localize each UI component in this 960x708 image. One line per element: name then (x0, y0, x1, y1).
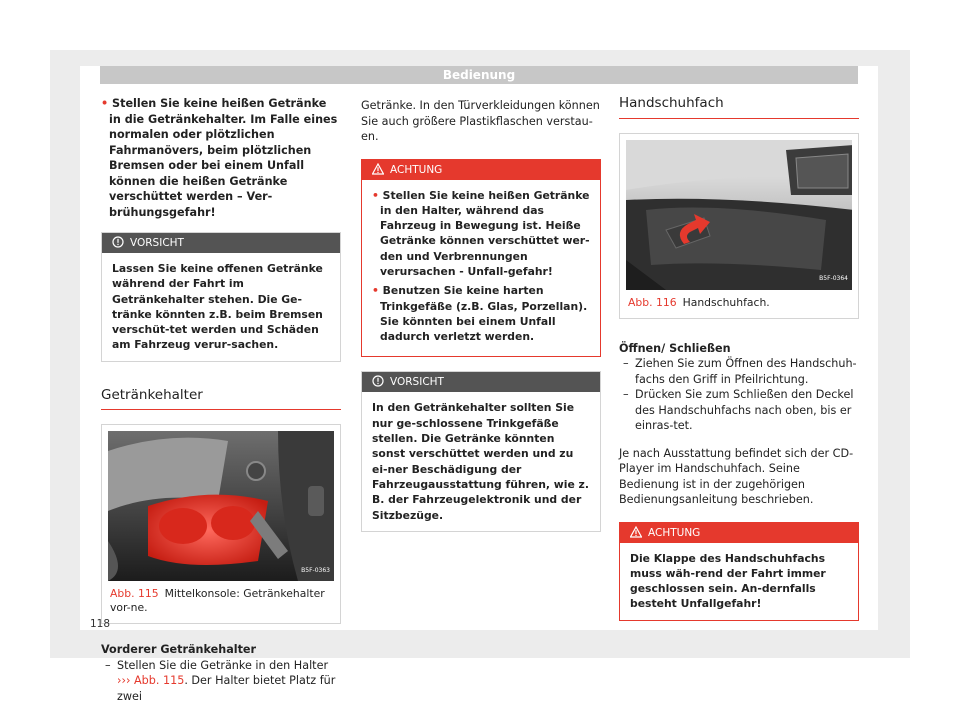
instruction-step (101, 658, 341, 705)
image-code: B5F-0363 (301, 566, 330, 574)
step-text: Stellen Sie die Getränke in den Halter (117, 658, 329, 672)
section-title-handschuhfach: Handschuhfach (619, 96, 859, 119)
instruction-step: – Ziehen Sie zum Öffnen des Handschuh-fachs den Griff in Pfeilrichtung. (619, 356, 859, 387)
photo-glove-box (626, 140, 852, 290)
figure-link-arrow: ››› (117, 674, 131, 688)
vorsicht-label: VORSICHT (390, 376, 444, 389)
step-text-continued: . Der Halter bietet Platz für zwei (117, 674, 336, 703)
bullet-dot: • (101, 97, 113, 110)
figure-caption (102, 581, 340, 623)
column-1 (101, 96, 341, 704)
achtung-item (372, 188, 590, 280)
figure-caption (620, 290, 858, 318)
achtung-label: ACHTUNG (390, 163, 443, 176)
warning-triangle-icon (372, 163, 384, 175)
column-2 (361, 98, 601, 532)
figure-link[interactable]: Abb. 115 (133, 674, 185, 688)
glove-box-image (626, 140, 852, 290)
achtung-box (619, 522, 859, 621)
vorsicht-body: In den Getränkehalter sollten Sie nur ge-schlossene Trinkgefäße stellen. Die Getränke könnten sonst verschüttet werden und zu ei-ner Beschädigung der Fahrzeugausstattung führen, wie z. B. der Fahrzeugelektronik und der Sitzbezüge. (372, 401, 589, 522)
info-circle-icon (112, 236, 124, 248)
figure-caption-text: Handschuhfach. (682, 295, 770, 309)
achtung-header (362, 160, 600, 180)
bullet-dot: • (372, 188, 383, 202)
vorsicht-label: VORSICHT (130, 237, 184, 249)
figure-caption-text: Mittelkonsole: Getränkehalter vor-ne. (110, 587, 325, 615)
instruction-step: – Drücken Sie zum Schließen den Deckel des Handschuhfachs nach oben, bis er einras-tet. (619, 387, 859, 434)
warning-bullet (101, 96, 341, 220)
figure-number: Abb. 115 (110, 587, 159, 601)
warning-bullet-text: Stellen Sie keine heißen Getränke in die Getränkehalter. Im Falle eines normalen oder plötzlichen Fahrmanövers, beim plötzlichen Bremsen oder bei einem Unfall können die heißen Getränke verschüttet werden – Ver-brühungsgefahr! (109, 97, 338, 219)
continued-text: Getränke. In den Türverkleidungen können Sie auch größere Plastikflaschen verstau-en. (361, 99, 600, 143)
page-number: 118 (90, 618, 111, 630)
vorsicht-body: Lassen Sie keine offenen Getränke während der Fahrt im Getränkehalter stehen. Die Ge-tränke könnten z.B. beim Bremsen verschüt-tet werden und Schäden am Fahrzeug verur-sachen. (112, 262, 323, 352)
achtung-item-text: Stellen Sie keine heißen Getränke in den Halter, während das Fahrzeug in Bewegung ist. Heiße Getränke können verschüttet wer-den und Verbrennungen verursachen - Unfall-gefahr! (380, 188, 590, 278)
achtung-item (372, 283, 590, 344)
vorsicht-header (362, 372, 600, 392)
figure-115 (101, 424, 341, 624)
photo-center-console (108, 431, 334, 581)
achtung-item-text: Benutzen Sie keine harten Trinkgefäße (z.B. Glas, Porzellan). Sie könnten bei einem Unfall dadurch verletzt werden. (380, 284, 588, 344)
center-console-image (108, 431, 334, 581)
section-title-getraenkehalter: Getränkehalter (101, 388, 341, 411)
figure-116 (619, 133, 859, 319)
vorsicht-header (102, 233, 340, 253)
bullet-dot: • (372, 284, 383, 298)
warning-triangle-icon (630, 526, 642, 538)
image-code: B5F-0364 (819, 275, 848, 282)
achtung-label: ACHTUNG (648, 526, 701, 539)
achtung-body (362, 180, 600, 357)
column-3 (619, 96, 859, 621)
subhead-vorderer-getraenkehalter: Vorderer Getränkehalter (101, 643, 257, 657)
achtung-body: Die Klappe des Handschuhfachs muss wäh-rend der Fahrt immer geschlossen sein. An-dernfalls besteht Unfallgefahr! (630, 551, 826, 611)
vorsicht-box (101, 232, 341, 362)
achtung-box (361, 159, 601, 358)
subhead-oeffnen-schliessen: Öffnen/ Schließen (619, 341, 731, 355)
info-paragraph: Je nach Ausstattung befindet sich der CD-Player im Handschuhfach. Seine Bedienung ist in der zugehörigen Bedienungsanleitung beschrieben. (619, 446, 854, 506)
page-header: Bedienung (100, 66, 858, 84)
achtung-header (620, 523, 858, 543)
figure-number: Abb. 116 (628, 295, 677, 309)
vorsicht-box (361, 371, 601, 531)
info-circle-icon (372, 375, 384, 387)
